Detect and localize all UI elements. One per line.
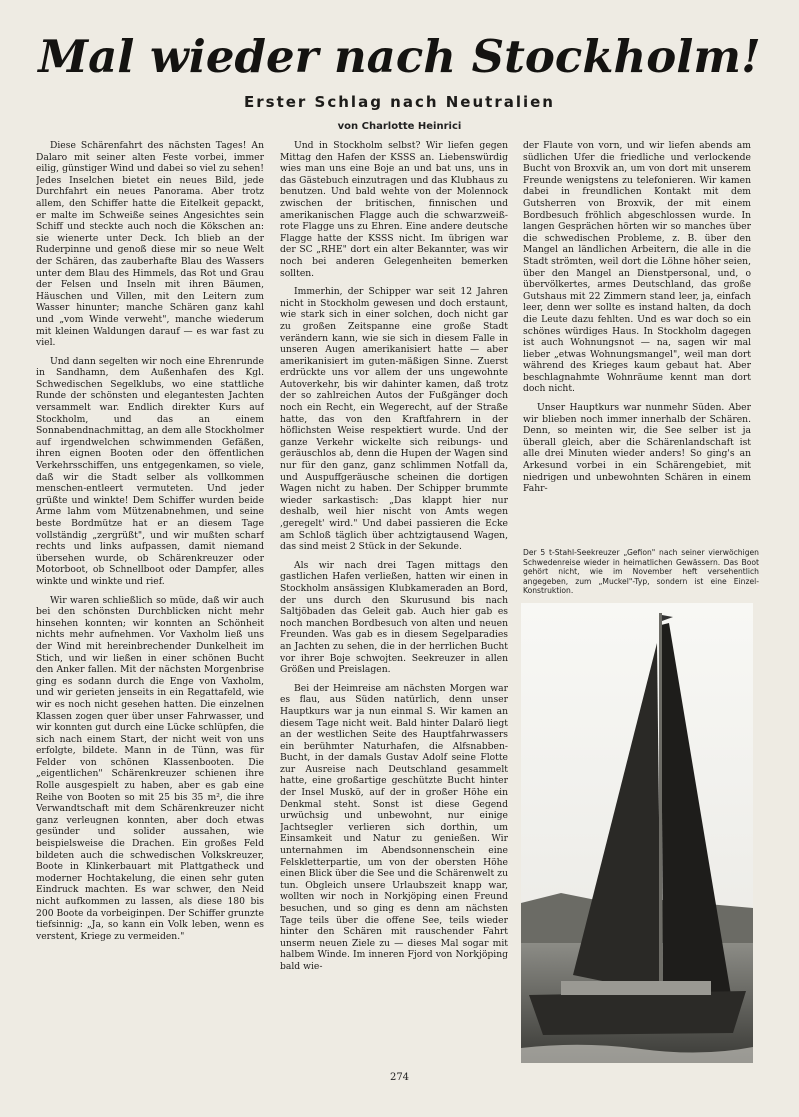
paragraph: Und in Stockholm selbst? Wir liefen gegen Mittag den Hafen der KSSS an. Liebenswürdig wies man uns eine Boje an und bat uns, uns in das Gästebuch einzutragen und das Klubhaus zu benutzen. Und bald wehte von der Molennock zwischen der britischen, finnischen und amerikanischen Flagge auch die schwarzweiß-rote Flagge uns zu Ehren. Eine andere deutsche Flagge hatte der KSSS nicht. Im übrigen war der SC „RHE" dort ein alter Bekannter, was wir noch bei anderen Gelegenheiten bemerken sollten. xyxy=(280,140,508,279)
text-column-2 xyxy=(280,140,508,1072)
paragraph: Wir waren schließlich so müde, daß wir auch bei den schönsten Durchblicken nicht mehr hinsehen konnten; wir konnten an Schönheit nichts mehr aufnehmen. Vor Vaxholm ließ uns der Wind mit hereinbrechender Dunkelheit im Stich, und wir ließen in einer schönen Bucht den Anker fallen. Mit der nächsten Morgenbrise ging es sodann durch die Enge von Vaxholm, und wir gerieten jenseits in ein Regattafeld, wie wir es noch nicht gesehen hatten. Die einzelnen Klassen zogen quer über unser Fahrwasser, und wir konnten gut durch eine Lücke schlüpfen, die sich nach einem Start, der nicht weit von uns erfolgte, bildete. Mann in de Tünn, was für Felder von schönen Klassenbooten. Die „eigentlichen" Schärenkreuzer schienen ihre Rolle ausgespielt zu haben, aber es gab eine Reihe von Booten so mit 25 bis 35 m², die ihre Verwandtschaft mit dem Schärenkreuzer nicht ganz verleugnen konnten, aber doch etwas gesünder und solider aussahen, wie beispielsweise die Drachen. Ein großes Feld bildeten auch die schwedischen Volkskreuzer, Boote in Klinkerbauart mit Plattgatheck und moderner Hochtakelung, die einen sehr guten Eindruck machten. Es war schwer, den Neid nicht aufkommen zu lassen, als diese 180 bis 200 Boote da vorbeiginpen. Der Schiffer grunzte tiefsinnig: „Ja, so kann ein Volk leben, wenn es verstent, Kriege zu vermeiden." xyxy=(36,594,264,942)
paragraph: Diese Schärenfahrt des nächsten Tages! An Dalaro mit seiner alten Feste vorbei, immer eilig, günstiger Wind und dabei so viel zu sehen! Jedes Inselchen bietet ein neues Bild, jede Durchfahrt ein neues Panorama. Aber trotz allem, den Schiffer hatte die Eitelkeit gepackt, er malte im Schweiße seines Angesichtes sein Schiff und steckte auch noch die Kökschen an: sie wienerte unter Deck. Ich blieb an der Ruderpinne und genoß diese mir so neue Welt der Schären, das zauberhafte Blau des Wassers unter dem Blau des Himmels, das Rot und Grau der Felsen und Inseln mit ihren Bäumen, Häuschen und Villen, mit den Leitern zum Wasser hinunter; manche Schären ganz kahl und „vom Winde verweht", manche wiederum mit kleinen Waldungen darauf — es war fast zu viel. xyxy=(36,140,264,349)
paragraph: Bei der Heimreise am nächsten Morgen war es flau, aus Süden natürlich, denn unser Hauptkurs war ja nun einmal S. Wir kamen an diesem Tage nicht weit. Bald hinter Dalarö liegt an der westlichen Seite des Hauptfahrwassers ein berühmter Naturhafen, die Alfsnabben-Bucht, in der damals Gustav Adolf seine Flotte zur Ausreise nach Deutschland gesammelt hatte, eine großartige geschützte Bucht hinter der Insel Muskö, auf der in großer Höhe ein Denkmal steht. Sonst ist diese Gegend urwüchsig und unbewohnt, nur einige Jachtsegler verlieren sich dorthin, um Einsamkeit und Natur zu genießen. Wir unternahmen im Abendsonnenschein eine Felskletterpartie, um von der obersten Höhe einen Blick über die See und die Schärenwelt zu tun. Obgleich unsere Urlaubszeit knapp war, wollten wir noch in Norkjöping einen Freund besuchen, und so ging es denn am nächsten Tage teils über die offene See, teils wieder hinter den Schären mit rauschender Fahrt unserm neuen Ziele zu — dieses Mal sogar mit halbem Winde. Im inneren Fjord von Norkjöping bald wie- xyxy=(280,682,508,972)
article-subtitle: Erster Schlag nach Neutralien xyxy=(244,93,555,111)
paragraph: Immerhin, der Schipper war seit 12 Jahren nicht in Stockholm gewesen und doch erstaunt, wie stark sich in einer solchen, doch nicht gar zu großen Zeitspanne eine große Stadt verändern kann, wie sie sich in diesem Falle in unseren Augen amerikanisiert hatte — aber amerikanisiert im guten-mäßigen Sinne. Zuerst erdrückte uns vor allem der uns ungewohnte Autoverkehr, bis wir dahinter kamen, daß trotz der so zahlreichen Autos der Fußgänger doch noch ein Recht, ein Wegerecht, auf der Straße hatte, das von den Kraftfahrern in der höflichsten Weise respektiert wurde. Und der ganze Verkehr wickelte sich reibungs- und geräuschlos ab, denn die Hupen der Wagen sind nur für den ganz, ganz schlimmen Notfall da, und Auspuffgeräusche scheinen die dortigen Wagen nicht zu haben. Der Schipper brummte wieder sarkastisch: „Das klappt hier nur deshalb, weil hier nischt von Amts wegen ‚geregelt' wird." Und dabei passieren die Ecke am Schloß täglich über achtzigtausend Wagen, das sind meist 2 Stück in der Sekunde. xyxy=(280,286,508,553)
paragraph: Als wir nach drei Tagen mittags den gastlichen Hafen verließen, hatten wir einen in Stockholm ansässigen Klubkameraden an Bord, der uns durch den Skurusund bis nach Saltjöbaden das Geleit gab. Auch hier gab es noch manchen Bordbesuch von alten und neuen Freunden. Was gab es in diesem Segelparadies an Jachten zu sehen, die in der herrlichen Bucht vor ihrer Boje schwojten. Seekreuzer in allen Größen und Preislagen. xyxy=(280,559,508,676)
paragraph: Und dann segelten wir noch eine Ehrenrunde in Sandhamn, dem Außenhafen des Kgl. Schwedischen Segelklubs, wo eine stattliche Runde der schönsten und elegantesten Jachten versammelt war. Endlich direkter Kurs auf Stockholm, und das an einem Sonnabendnachmittag, an dem alle Stockholmer auf irgendwelchen schwimmenden Gefäßen, ihren eignen Booten oder den öffentlichen Verkehrsschiffen, uns entgegenkamen, so viele, daß wir die Stadt selber als vollkommen menschen-entleert vermuteten. Und jeder grüßte und winkte! Dem Schiffer wurden beide Arme lahm vom Mützenabnehmen, und seine beste Bordmütze hat er an diesem Tage vollständig „zergrüßt", und wir mußten scharf rechts und links aufpassen, damit niemand übersehen wurde, ob Schärenkreuzer oder Motorboot, ob Schnellboot oder Dampfer, alles winkte und winkte und rief. xyxy=(36,355,264,587)
sailboat-photo xyxy=(521,603,753,1063)
page-number: 274 xyxy=(389,1072,410,1083)
article-byline: von Charlotte Heinrici xyxy=(337,121,462,132)
text-column-3 xyxy=(523,140,751,535)
photo-caption: Der 5 t-Stahl-Seekreuzer „Gefion" nach seiner vierwöchigen Schwedenreise wieder in heimatlichen Gewässern. Das Boot gehört nicht, wie im November heft versehentlich angegeben, zum „Muckel"-Typ, sondern ist eine Einzel-Konstruktion. xyxy=(523,548,759,596)
paragraph: Unser Hauptkurs war nunmehr Süden. Aber wir blieben noch immer innerhalb der Schären. Denn, so meinten wir, die See selber ist ja überall gleich, aber die Schärenlandschaft ist alle drei Minuten wieder anders! So ging's an Arkesund vorbei in ein Schärengebiet, mit niedrigen und unbewohnten Schären in einem Fahr- xyxy=(523,402,751,495)
text-column-1 xyxy=(36,140,264,1078)
article-title: Mal wieder nach Stockholm! xyxy=(38,30,761,83)
paragraph: der Flaute von vorn, und wir liefen abends am südlichen Ufer die friedliche und verlockende Bucht von Broxvik an, um von dort mit unserem Freunde wenigstens zu telefonieren. Wir kamen dabei in freundlichen Kontakt mit dem Gutsherren von Broxvik, der mit einem Bordbesuch fröhlich abgeschlossen wurde. In langen Gesprächen hörten wir so manches über die schwedischen Probleme, z. B. über den Mangel an ländlichen Arbeitern, die alle in die Stadt strömten, weil dort die Löhne höher seien, über den Mangel an Dienstpersonal, und, o übervölkertes, armes Deutschland, das große Gutshaus mit 22 Zimmern stand leer, ja, einfach leer, denn wer sollte es instand halten, da doch die Leute dazu fehlten. Und es war doch so ein schönes würdiges Haus. In Stockholm dagegen ist auch Wohnungsnot — na, sagen wir mal lieber „etwas Wohnungsmangel", weil man dort während des Krieges kaum gebaut hat. Aber beschlagnahmte Wohnräume kennt man dort doch nicht. xyxy=(523,140,751,395)
